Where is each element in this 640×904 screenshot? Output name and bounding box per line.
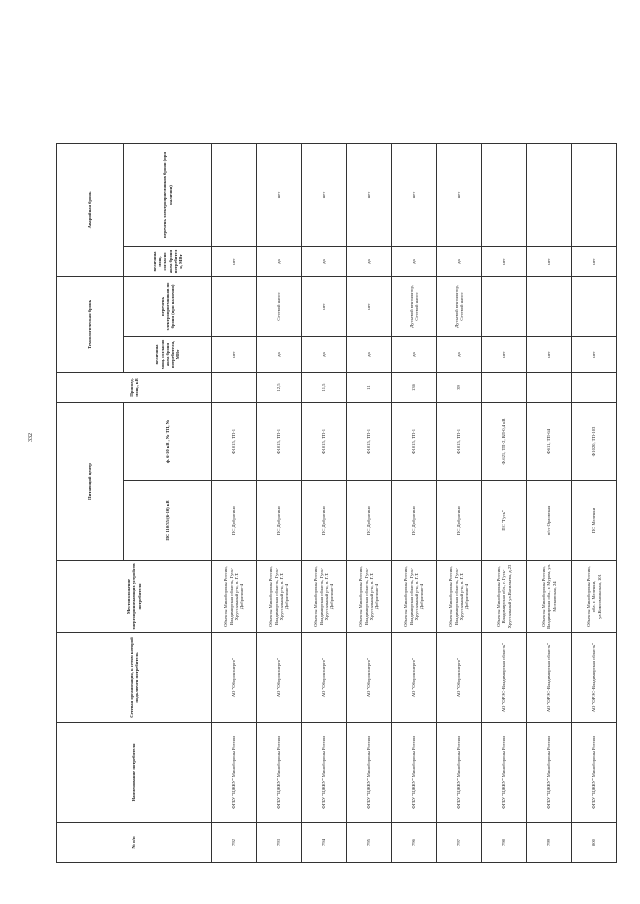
cell-tech-value: нет [482,337,527,373]
table-row [572,144,617,863]
cell-connected-power [572,373,617,403]
cell-network-org: АО "Оборонэнерго" [257,633,302,723]
header-emerg-armor-value: величина мощ. согласно акта брони потребителя, МВт [124,247,212,277]
cell-emerg-value: нет [527,247,572,277]
cell-tech-value: да [347,337,392,373]
cell-emerg-value: нет [482,247,527,277]
cell-tech-list [527,277,572,337]
cell-network-org: АО "Оборонэнерго" [347,633,392,723]
cell-location: Объекты Минобороны России, Владимирская область, Гусь-Хрустальный р-н, п. Г.Т. Добрятино-4 [437,561,482,633]
cell-tech-list [212,277,257,337]
cell-connected-power [527,373,572,403]
cell-ps: ПС Добрятино [302,481,347,561]
cell-consumer: ФГБУ "ЦЖКУ" Минобороны России [212,723,257,823]
cell-connected-power: 11,5 [302,373,347,403]
cell-emerg-value: нет [212,247,257,277]
cell-emerg-list: нет [392,144,437,247]
cell-emerg-list [527,144,572,247]
cell-location: Объекты Минобороны России, Владимирская область, Гусь-Хрустальный р-н, п. Г.Т. Добрятино-4 [257,561,302,633]
cell-ps: ПС "Гусь" [482,481,527,561]
header-feeder: ф. 6-10 кВ , № ТП, № [124,403,212,481]
cell-ps: п/ст Орловская [527,481,572,561]
cell-connected-power: 136 [392,373,437,403]
table-row [347,144,392,863]
cell-emerg-value: да [392,247,437,277]
cell-tech-value: да [302,337,347,373]
cell-feeder: Ф.621, ТП-2, ВЛ-0,4 кВ [482,403,527,481]
cell-connected-power: 11 [347,373,392,403]
header-consumer: Наименование потребителя [57,723,212,823]
cell-network-org: АО "ОРЭС-Владимирская область" [482,633,527,723]
cell-tech-value: да [437,337,482,373]
cell-num: 798 [482,823,527,863]
header-tech-armor-value: величина мощ. согласно акта брони потребителя, МВт [124,337,212,373]
cell-connected-power [482,373,527,403]
cell-feeder: Ф1015, ТП-1 [212,403,257,481]
cell-ps: ПС Добрятино [212,481,257,561]
cell-location: Объекты Минобороны России, обл. г. Меленки, ул.Комсомольская, 101 [572,561,617,633]
cell-tech-list: Дутьевой вентилятор, Сетевой насос [392,277,437,337]
table-row [302,144,347,863]
cell-consumer: ФГБУ "ЦЖКУ" Минобороны России [527,723,572,823]
cell-emerg-value: да [437,247,482,277]
table-row [482,144,527,863]
cell-tech-list [572,277,617,337]
table-row [212,144,257,863]
cell-consumer: ФГБУ "ЦЖКУ" Минобороны России [572,723,617,823]
header-emerg-armor: Аварийная бронь [57,144,124,277]
cell-network-org: АО "Оборонэнерго" [437,633,482,723]
cell-tech-list [482,277,527,337]
cell-consumer: ФГБУ "ЦЖКУ" Минобороны России [257,723,302,823]
cell-connected-power: 12,5 [257,373,302,403]
cell-network-org: АО "ОРЭС-Владимирская область" [572,633,617,723]
cell-connected-power [212,373,257,403]
cell-num: 796 [392,823,437,863]
cell-num: 800 [572,823,617,863]
cell-consumer: ФГБУ "ЦЖКУ" Минобороны России [347,723,392,823]
cell-feeder: Ф1020, ТП-103 [572,403,617,481]
cell-consumer: ФГБУ "ЦЖКУ" Минобороны России [302,723,347,823]
cell-emerg-list [572,144,617,247]
cell-num: 794 [302,823,347,863]
cell-ps: ПС Добрятино [347,481,392,561]
cell-feeder: Ф1015, ТП-1 [392,403,437,481]
cell-num: 797 [437,823,482,863]
cell-emerg-list [212,144,257,247]
cell-emerg-value: да [347,247,392,277]
cell-location: Объекты Минобороны России, Владимирская область, Гусь-Хрустальный р-н, п. Г.Т. Добрятино-4 [347,561,392,633]
cell-emerg-list: нет [302,144,347,247]
table-row [527,144,572,863]
cell-ps: ПС Добрятино [392,481,437,561]
cell-tech-list: нет [302,277,347,337]
header-emerg-armor-list: перечень электроприемников брони (при наличии) [124,144,212,247]
cell-tech-list: Дутьевой вентилятор, Сетевой насос [437,277,482,337]
cell-location: Объекты Минобороны России, Владимирская область, Гусь-Хрустальный р-н, п. Г.Т. Добрятино-4 [302,561,347,633]
header-num: № п/п [57,823,212,863]
cell-network-org: АО "Оборонэнерго" [212,633,257,723]
cell-num: 795 [347,823,392,863]
cell-num: 792 [212,823,257,863]
cell-location: Объекты Минобороны России, Владимирская область, Гусь-Хрустальный р-н, п. Г.Т. Добрятино-4 [392,561,437,633]
cell-num: 799 [527,823,572,863]
cell-emerg-list: нет [437,144,482,247]
cell-emerg-value: да [257,247,302,277]
cell-emerg-list [482,144,527,247]
cell-emerg-list: нет [347,144,392,247]
cell-network-org: АО "ОРЭС-Владимирская область" [527,633,572,723]
cell-tech-value: нет [212,337,257,373]
cell-feeder: Ф1015, ТП-1 [257,403,302,481]
cell-connected-power: 39 [437,373,482,403]
header-tech-armor-list: перечень электроприемников по брони (при наличии) [124,277,212,337]
cell-tech-value: нет [572,337,617,373]
header-ps: ПС 110/35/(6-10) кВ [124,481,212,561]
cell-consumer: ФГБУ "ЦЖКУ" Минобороны России [437,723,482,823]
cell-network-org: АО "Оборонэнерго" [392,633,437,723]
cell-tech-value: да [257,337,302,373]
cell-emerg-list: нет [257,144,302,247]
cell-feeder: Ф1015, ТП-1 [437,403,482,481]
cell-tech-list: Сетевой насос [257,277,302,337]
cell-ps: ПС Меленки [572,481,617,561]
cell-location: Объекты Минобороны России, Владимирская обл., г. Гусь-Хрустальный ул.Васильева, д.23 [482,561,527,633]
cell-num: 793 [257,823,302,863]
rotated-table-wrapper [56,144,617,863]
header-network-org: Сетевая организация, к сетям которой подключен потребитель [57,633,212,723]
cell-emerg-value: да [302,247,347,277]
cell-ps: ПС Добрятино [437,481,482,561]
table-row [257,144,302,863]
cell-network-org: АО "Оборонэнерго" [302,633,347,723]
cell-location: Объекты Минобороны России, Владимирская обл., г. Муром, ул. Московская, 24 [527,561,572,633]
cell-feeder: Ф1015, ТП-1 [302,403,347,481]
consumer-table [56,143,617,863]
cell-feeder: Ф611, ТП-64 [527,403,572,481]
cell-tech-value: нет [527,337,572,373]
header-connected-power: Присоед. мощ., кВ [57,373,212,403]
cell-consumer: ФГБУ "ЦЖКУ" Минобороны России [482,723,527,823]
cell-tech-value: да [392,337,437,373]
table-row [392,144,437,863]
cell-ps: ПС Добрятино [257,481,302,561]
header-feeding-center: Питающий центр [57,403,124,561]
cell-location: Объекты Минобороны России, Владимирская область, Гусь-Хрустальный р-н, п. Г.Т. Добрятино-4 [212,561,257,633]
cell-feeder: Ф1015, ТП-1 [347,403,392,481]
header-location: Местоположение энергопринимающих устройств потребителя [57,561,212,633]
cell-tech-list: нет [347,277,392,337]
header-tech-armor: Технологическая бронь [57,277,124,373]
cell-consumer: ФГБУ "ЦЖКУ" Минобороны России [392,723,437,823]
cell-emerg-value: нет [572,247,617,277]
table-row [437,144,482,863]
page-number: 332 [28,433,34,442]
